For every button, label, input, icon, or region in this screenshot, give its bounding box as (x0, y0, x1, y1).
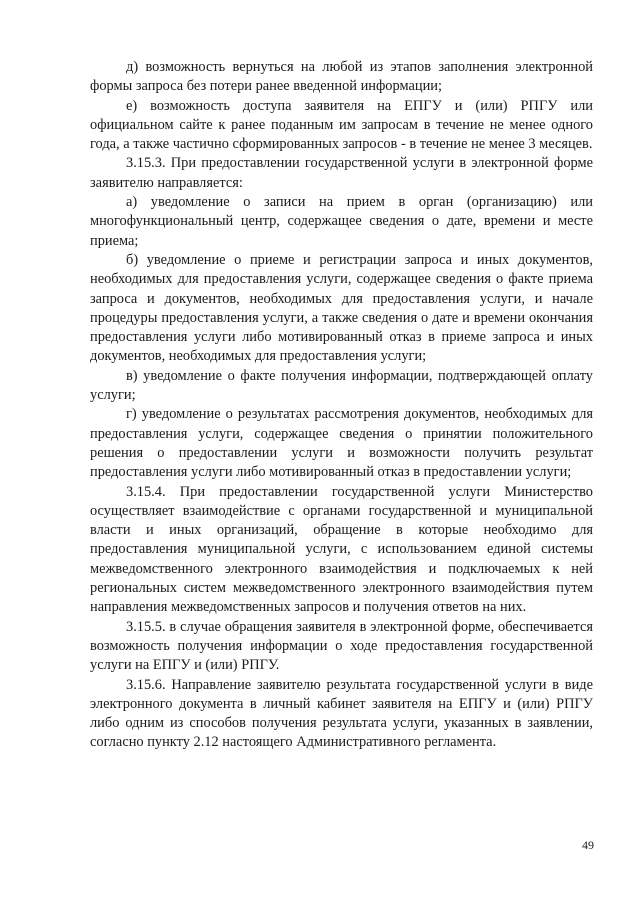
paragraph-g: г) уведомление о результатах рассмотрения документов, необходимых для предоставления услуги, содержащее сведения о принятии положительного решения о предоставлении услуги и возможности получить результат предоставления услуги либо мотивированный отказ в предоставлении услуги; (90, 406, 593, 481)
paragraph-e: е) возможность доступа заявителя на ЕПГУ и (или) РПГУ или официальном сайте к ранее поданным им запросам в течение не менее одного года, а также частично сформированных запросов - в течение не менее 3 месяцев. (90, 97, 593, 153)
page-number: 49 (582, 838, 594, 852)
document-page-body (90, 58, 593, 753)
paragraph-b: б) уведомление о приеме и регистрации запроса и иных документов, необходимых для предоставления услуги, содержащее сведения о факте приема запроса и документов, необходимых для предоставления услуги, и начале процедуры предоставления услуги, а также сведения о дате и времени окончания предоставления услуги либо мотивированный отказ в приеме запроса и иных документов, необходимых для предоставления услуги; (90, 251, 593, 365)
paragraph-3-15-3: 3.15.3. При предоставлении государственной услуги в электронной форме заявителю направляется: (90, 155, 593, 191)
paragraph-3-15-4: 3.15.4. При предоставлении государственной услуги Министерство осуществляет взаимодействие с органами государственной и муниципальной власти и иных организаций, обращение в которые необходимо для предоставления муниципальной услуги, с использованием единой системы межведомственного электронного взаимодействия и подключаемых к ней региональных систем межведомственного электронного взаимодействия путем направления межведомственных запросов и получения ответов на них. (90, 483, 593, 616)
paragraph-v: в) уведомление о факте получения информации, подтверждающей оплату услуги; (90, 367, 593, 404)
paragraph-a: а) уведомление о записи на прием в орган (организацию) или многофункциональный центр, содержащее сведения о дате, времени и месте приема; (90, 194, 593, 249)
paragraph-3-15-5: 3.15.5. в случае обращения заявителя в электронной форме, обеспечивается возможность получения информации о ходе предоставления государственной услуги на ЕПГУ и (или) РПГУ. (90, 618, 593, 674)
paragraph-d: д) возможность вернуться на любой из этапов заполнения электронной формы запроса без потери ранее введенной информации; (90, 59, 593, 95)
paragraph-3-15-6: 3.15.6. Направление заявителю результата государственной услуги в виде электронного документа в личный кабинет заявителя на ЕПГУ и (или) РПГУ либо одним из способов получения результата услуги, указанных в заявлении, согласно пункту 2.12 настоящего Административного регламента. (90, 676, 593, 751)
